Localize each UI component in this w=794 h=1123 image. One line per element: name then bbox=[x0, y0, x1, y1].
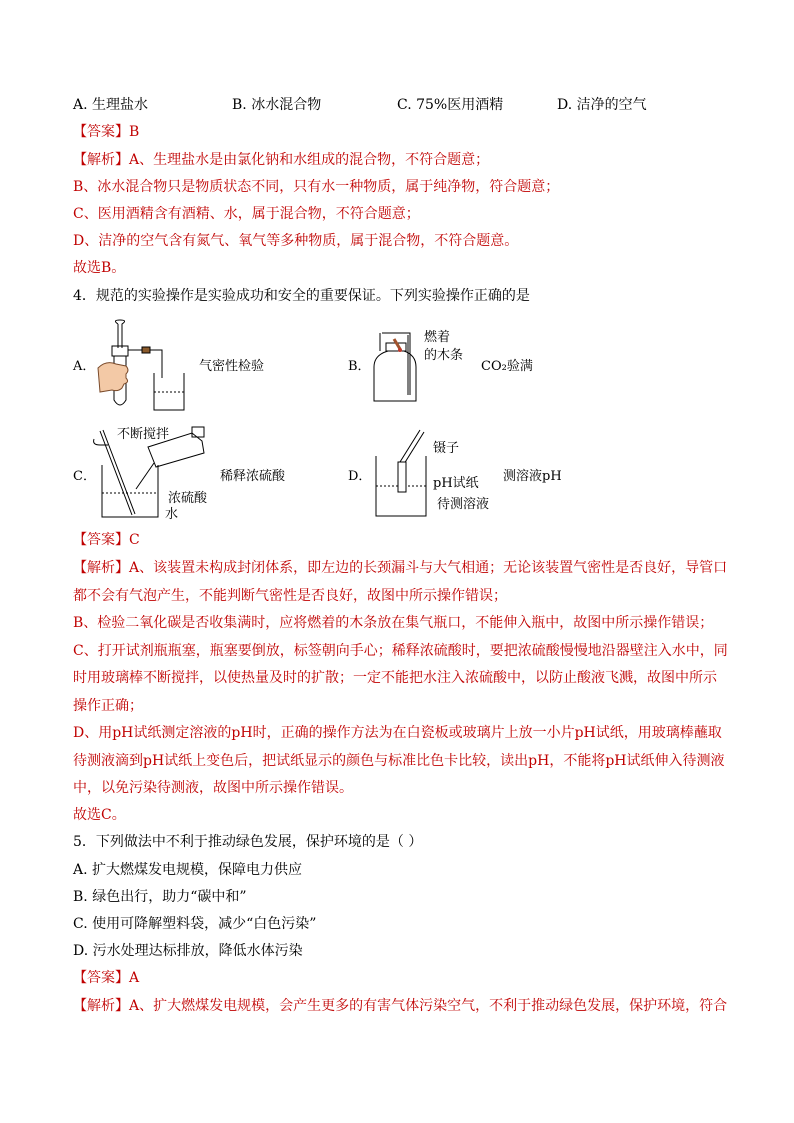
q5-option-d: D. 污水处理达标排放，降低水体污染 bbox=[73, 943, 303, 959]
q4-analysis-line: D、用pH试纸测定溶液的pH时，正确的操作方法为在白瓷板或玻璃片上放一小片pH试纸，用玻璃棒蘸取 bbox=[73, 725, 722, 741]
fig-d-label-tweezers: 镊子 bbox=[433, 441, 460, 456]
analysis-label: 【解析】 bbox=[73, 152, 129, 168]
q3-analysis-line: D、洁净的空气含有氮气、氧气等多种物质，属于混合物，不符合题意。 bbox=[73, 233, 519, 249]
q3-answer bbox=[73, 123, 139, 141]
q4-stem: 4．规范的实验操作是实验成功和安全的重要保证。下列实验操作正确的是 bbox=[73, 288, 530, 304]
burning-stick-icon bbox=[394, 339, 400, 349]
q3-analysis-line: B、冰水混合物只是物质状态不同，只有水一种物质，属于纯净物，符合题意； bbox=[73, 179, 560, 195]
q4-analysis-line: 时用玻璃棒不断搅拌，以使热量及时的扩散；一定不能把水注入浓硫酸中，以防止酸液飞溅，故图中所示 bbox=[73, 670, 717, 686]
fig-a-letter: A． bbox=[73, 359, 96, 374]
fig-b-letter: B． bbox=[348, 359, 371, 374]
analysis-text: A、扩大燃煤发电规模，会产生更多的有害气体污染空气，不利于推动绿色发展，保护环境，符合 bbox=[129, 998, 728, 1014]
q4-conclusion: 故选C。 bbox=[73, 807, 126, 823]
answer-label: 【答案】 bbox=[73, 532, 129, 548]
fig-a-caption: 气密性检验 bbox=[199, 359, 265, 374]
q4-analysis-line bbox=[73, 559, 727, 577]
fig-c-label-acid: 浓硫酸 bbox=[168, 491, 208, 506]
q3-option-c: C. 75%医用酒精 bbox=[397, 97, 504, 113]
analysis-text: A、该装置未构成封闭体系，即左边的长颈漏斗与大气相通；无论该装置气密性是否良好，导管口 bbox=[129, 560, 728, 576]
analysis-text: A、生理盐水是由氯化钠和水组成的混合物，不符合题意； bbox=[129, 152, 490, 168]
q3-conclusion: 故选B。 bbox=[73, 260, 126, 276]
fig-d-label-solution: 待测溶液 bbox=[437, 497, 490, 512]
q5-option-b: B. 绿色出行，助力“碳中和” bbox=[73, 889, 247, 905]
fig-c-caption: 稀释浓硫酸 bbox=[220, 469, 286, 484]
q5-answer bbox=[73, 969, 139, 987]
delivery-tube bbox=[128, 350, 162, 378]
acid-stream bbox=[136, 463, 154, 489]
q5-analysis-line bbox=[73, 997, 727, 1015]
answer-value: A bbox=[129, 970, 140, 986]
fig-d-letter: D． bbox=[348, 469, 372, 484]
hand-icon bbox=[98, 363, 128, 392]
q4-analysis-line: 操作正确； bbox=[73, 698, 143, 714]
fig-d-label-paper: pH试纸 bbox=[433, 476, 479, 491]
q4-analysis-line: 都不会有气泡产生，不能判断气密性是否良好，故图中所示操作错误； bbox=[73, 588, 507, 604]
fig-b-caption: CO₂验满 bbox=[481, 359, 533, 374]
answer-value: B bbox=[129, 124, 140, 140]
q5-option-a: A. 扩大燃煤发电规模，保障电力供应 bbox=[73, 862, 303, 878]
q5-stem: 5．下列做法中不利于推动绿色发展，保护环境的是（ ） bbox=[73, 834, 423, 850]
reagent-bottle bbox=[148, 433, 204, 467]
fig-c-label-stir: 不断搅拌 bbox=[117, 427, 170, 442]
fig-b-label-stick2: 的木条 bbox=[424, 348, 464, 363]
fig-c-letter: C． bbox=[73, 469, 96, 484]
fig-a-apparatus bbox=[92, 318, 202, 416]
analysis-label: 【解析】 bbox=[73, 560, 129, 576]
fig-d-caption: 测溶液pH bbox=[503, 469, 562, 484]
fig-c-dilution bbox=[92, 425, 220, 521]
q4-analysis-line: B、检验二氧化碳是否收集满时，应将燃着的木条放在集气瓶口，不能伸入瓶中，故图中所示操作错误； bbox=[73, 615, 714, 631]
q4-analysis-line: 中，以免污染待测液，故图中所示操作错误。 bbox=[73, 780, 353, 796]
analysis-label: 【解析】 bbox=[73, 998, 129, 1014]
long-neck-funnel bbox=[115, 320, 124, 348]
q3-analysis-line bbox=[73, 151, 489, 169]
answer-label: 【答案】 bbox=[73, 124, 129, 140]
fig-d-ph-test bbox=[372, 428, 432, 520]
q3-analysis-line: C、医用酒精含有酒精、水，属于混合物，不符合题意； bbox=[73, 206, 420, 222]
q4-analysis-line: 待测液滴到pH试纸上变色后，把试纸显示的颜色与标准比色卡比较，读出pH，不能将pH试纸伸入待测液 bbox=[73, 753, 725, 769]
q3-option-a: A. 生理盐水 bbox=[73, 97, 149, 113]
q4-analysis-line: C、打开试剂瓶瓶塞，瓶塞要倒放，标签朝向手心；稀释浓硫酸时，要把浓硫酸慢慢地沿器壁注入水中，同 bbox=[73, 643, 728, 659]
fig-c-label-water: 水 bbox=[165, 507, 179, 522]
q4-answer bbox=[73, 531, 140, 549]
answer-value: C bbox=[129, 532, 140, 548]
q3-option-b: B. 冰水混合物 bbox=[232, 97, 322, 113]
q5-option-c: C. 使用可降解塑料袋，减少“白色污染” bbox=[73, 916, 317, 932]
tweezers-icon bbox=[400, 430, 424, 464]
fig-b-gas-bottle bbox=[370, 325, 420, 405]
glass-rod bbox=[100, 430, 135, 515]
q3-option-d: D. 洁净的空气 bbox=[557, 97, 647, 113]
answer-label: 【答案】 bbox=[73, 970, 129, 986]
fig-b-label-stick1: 燃着 bbox=[424, 330, 451, 345]
